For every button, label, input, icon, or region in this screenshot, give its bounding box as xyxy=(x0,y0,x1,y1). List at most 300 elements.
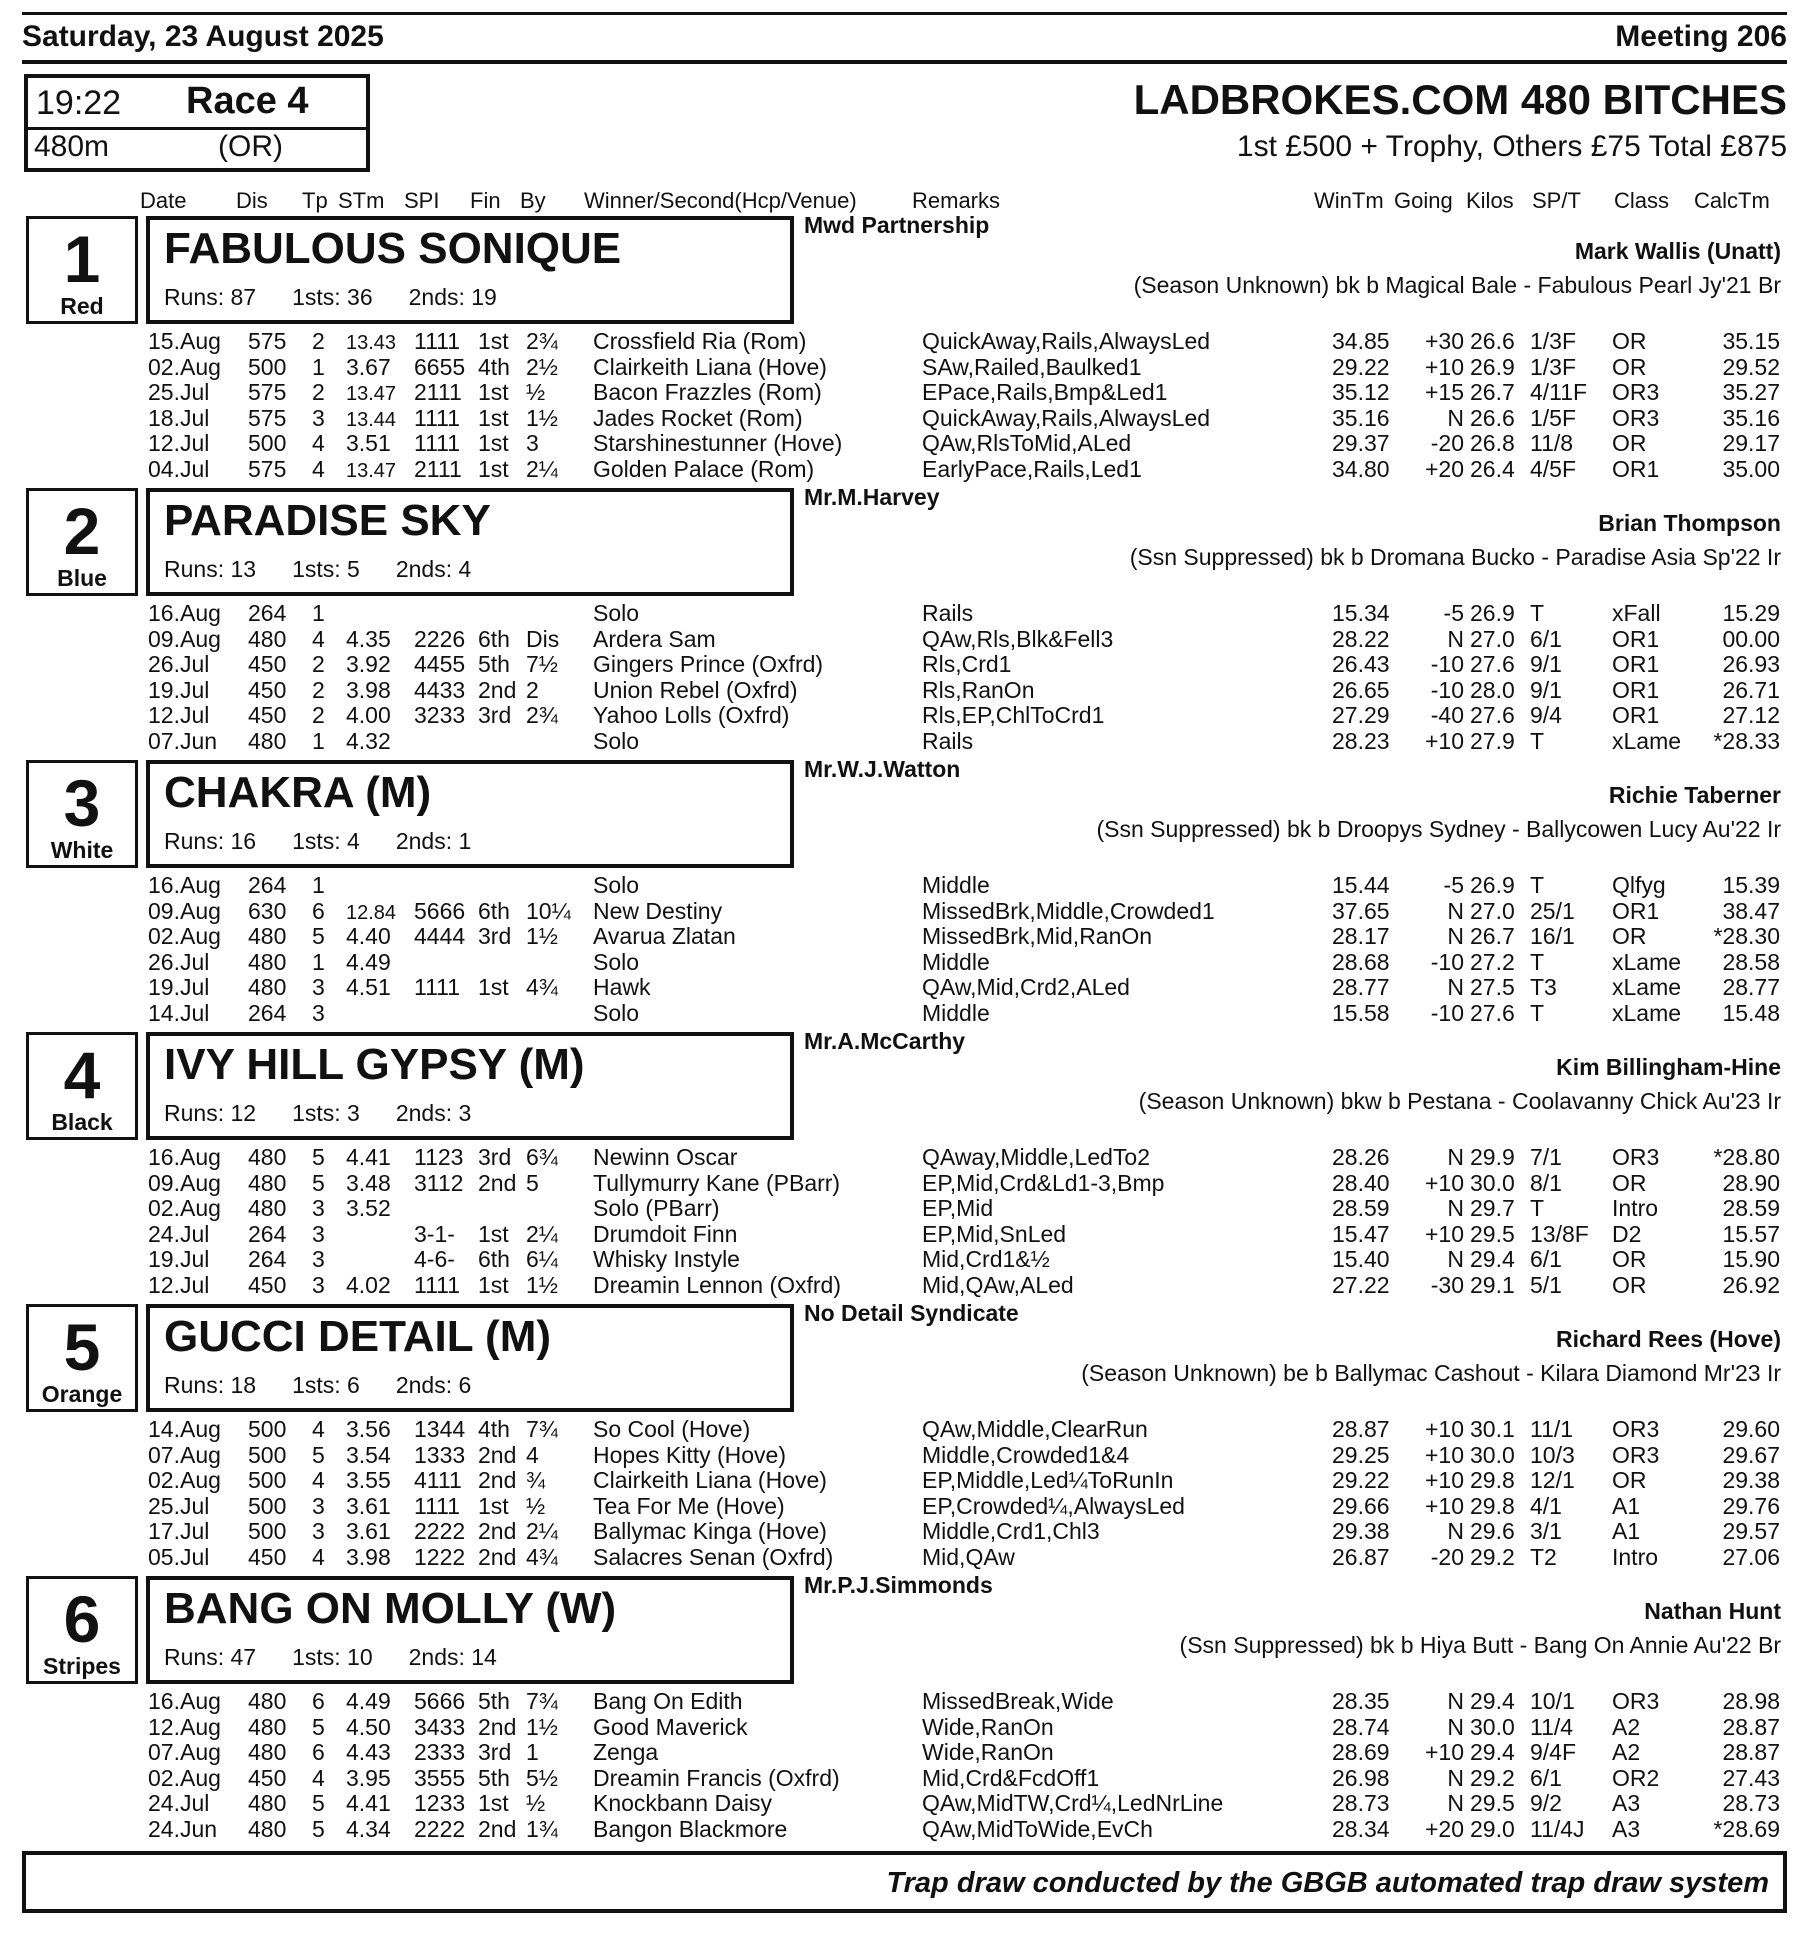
form-sectional-time: 3.48 xyxy=(346,1169,391,1196)
form-sectional-positions: 5666 xyxy=(414,1688,466,1714)
form-winner-second: Dreamin Lennon (Oxfrd) xyxy=(593,1272,841,1298)
form-starting-price: 6/1 xyxy=(1530,1246,1562,1273)
form-distance: 480 xyxy=(248,1816,287,1842)
form-date: 16.Aug xyxy=(148,600,221,626)
form-winner-second: So Cool (Hove) xyxy=(593,1416,751,1442)
form-sectional-positions: 4-6- xyxy=(414,1246,455,1273)
form-kilos: 29.4 xyxy=(1470,1246,1515,1273)
form-finish: 2nd xyxy=(478,1467,517,1494)
form-remarks: Rls,EP,ChlToCrd1 xyxy=(922,702,1105,729)
form-going: -5 xyxy=(1443,872,1464,898)
form-trap: 3 xyxy=(312,1492,325,1519)
form-distance: 264 xyxy=(248,1000,287,1026)
form-win-time: 26.43 xyxy=(1332,651,1390,678)
form-starting-price: 10/3 xyxy=(1530,1441,1575,1468)
form-distance: 450 xyxy=(248,1272,287,1298)
form-distance: 480 xyxy=(248,1713,287,1740)
form-going: -30 xyxy=(1430,1272,1464,1298)
dog-name: FABULOUS SONIQUE xyxy=(164,224,622,273)
form-starting-price: 9/4 xyxy=(1530,702,1562,729)
form-going: -20 xyxy=(1430,1544,1464,1570)
meeting-date: Saturday, 23 August 2025 xyxy=(22,20,384,53)
form-finish: 1st xyxy=(478,1790,509,1817)
col-tp: Tp xyxy=(302,188,328,213)
firsts-count: 1sts: 10 xyxy=(292,1644,373,1670)
form-distance: 500 xyxy=(248,1518,287,1545)
form-going: +10 xyxy=(1424,1467,1464,1494)
form-distance: 480 xyxy=(248,1144,287,1170)
form-sectional-time: 4.32 xyxy=(346,728,391,754)
form-remarks: EP,Middle,Led¼ToRunIn xyxy=(922,1467,1174,1494)
form-date: 19.Jul xyxy=(148,1246,210,1273)
form-remarks: QAw,Rls,Blk&Fell3 xyxy=(922,625,1114,652)
form-distance: 264 xyxy=(248,1220,287,1247)
form-kilos: 26.4 xyxy=(1470,456,1515,482)
form-finish: 1st xyxy=(478,974,509,1001)
form-trap: 2 xyxy=(312,328,325,354)
form-class: OR xyxy=(1612,923,1647,950)
form-distance: 264 xyxy=(248,872,287,898)
dog-stats xyxy=(164,1644,533,1671)
firsts-count: 1sts: 4 xyxy=(292,828,360,854)
form-distance-beaten: 10¼ xyxy=(526,897,571,924)
race-prize: 1st £500 + Trophy, Others £75 Total £875 xyxy=(1236,130,1787,163)
form-date: 12.Jul xyxy=(148,430,210,457)
form-win-time: 15.34 xyxy=(1332,600,1390,626)
form-sectional-positions: 3555 xyxy=(414,1764,466,1791)
trap-box xyxy=(26,1304,138,1412)
form-win-time: 15.44 xyxy=(1332,872,1390,898)
form-class: Intro xyxy=(1612,1544,1659,1570)
form-date: 02.Aug xyxy=(148,1467,221,1494)
form-remarks: Middle,Crowded1&4 xyxy=(922,1441,1130,1468)
form-kilos: 30.0 xyxy=(1470,1169,1515,1196)
form-kilos: 26.6 xyxy=(1470,328,1515,354)
form-trap: 5 xyxy=(312,1713,325,1740)
seconds-count: 2nds: 14 xyxy=(408,1644,497,1670)
form-date: 26.Jul xyxy=(148,651,210,678)
form-distance: 480 xyxy=(248,974,287,1001)
form-winner-second: Whisky Instyle xyxy=(593,1246,740,1273)
form-distance-beaten: 2¼ xyxy=(526,1220,558,1247)
dog-name: CHAKRA (M) xyxy=(164,768,432,817)
form-calc-time: 15.39 xyxy=(1722,872,1780,898)
form-calc-time: 15.90 xyxy=(1722,1246,1780,1273)
form-winner-second: Gingers Prince (Oxfrd) xyxy=(593,651,824,678)
runner-block xyxy=(0,1572,1811,1844)
form-date: 24.Jun xyxy=(148,1816,218,1842)
form-trap: 4 xyxy=(312,1544,325,1570)
form-date: 12.Jul xyxy=(148,702,210,729)
form-starting-price: 7/1 xyxy=(1530,1144,1562,1170)
form-starting-price: 11/4J xyxy=(1530,1816,1585,1842)
form-sectional-time: 3.67 xyxy=(346,353,391,380)
form-finish: 2nd xyxy=(478,1441,517,1468)
form-remarks: EPace,Rails,Bmp&Led1 xyxy=(922,379,1168,406)
trap-box xyxy=(26,488,138,596)
form-calc-time: 35.15 xyxy=(1722,328,1780,354)
form-date: 16.Aug xyxy=(148,1688,221,1714)
form-going: +30 xyxy=(1424,328,1464,354)
form-winner-second: Solo xyxy=(593,872,640,898)
form-win-time: 28.77 xyxy=(1332,974,1390,1001)
form-trap: 3 xyxy=(312,1000,325,1026)
race-title: LADBROKES.COM 480 BITCHES xyxy=(1133,76,1787,123)
trap-colour: White xyxy=(50,837,114,863)
form-calc-time: 28.98 xyxy=(1722,1688,1780,1714)
form-remarks: Mid,QAw,ALed xyxy=(922,1272,1074,1298)
form-distance-beaten: 2½ xyxy=(526,353,558,380)
form-sectional-positions: 4455 xyxy=(414,651,466,678)
form-winner-second: Clairkeith Liana (Hove) xyxy=(593,353,827,380)
form-finish: 2nd xyxy=(478,1518,517,1545)
form-distance: 450 xyxy=(248,676,287,703)
form-date: 12.Jul xyxy=(148,1272,210,1298)
form-kilos: 26.9 xyxy=(1470,872,1515,898)
form-finish: 3rd xyxy=(478,1144,512,1170)
form-date: 25.Jul xyxy=(148,379,210,406)
form-finish: 4th xyxy=(478,353,510,380)
form-remarks: QAway,Middle,LedTo2 xyxy=(922,1144,1151,1170)
form-distance-beaten: 2¾ xyxy=(526,702,558,729)
form-kilos: 27.0 xyxy=(1470,897,1515,924)
form-kilos: 27.9 xyxy=(1470,728,1515,754)
dog-name: PARADISE SKY xyxy=(164,496,491,545)
col-kilos: Kilos xyxy=(1466,188,1514,213)
form-kilos: 29.8 xyxy=(1470,1467,1515,1494)
form-finish: 6th xyxy=(478,625,510,652)
form-finish: 3rd xyxy=(478,1739,512,1766)
form-starting-price: 4/11F xyxy=(1530,379,1588,406)
form-sectional-time: 12.84 xyxy=(346,901,397,924)
form-sectional-positions: 3-1- xyxy=(414,1220,455,1247)
trainer: Kim Billingham-Hine xyxy=(1556,1054,1781,1080)
form-winner-second: Yahoo Lolls (Oxfrd) xyxy=(593,702,790,729)
owner: Mr.M.Harvey xyxy=(804,484,940,510)
form-date: 14.Aug xyxy=(148,1416,221,1442)
form-distance: 264 xyxy=(248,600,287,626)
form-date: 12.Aug xyxy=(148,1713,221,1740)
form-distance-beaten: 7¾ xyxy=(526,1688,558,1714)
form-kilos: 29.9 xyxy=(1470,1144,1515,1170)
trap-colour: Stripes xyxy=(43,1653,121,1679)
runs-count: Runs: 12 xyxy=(164,1100,257,1126)
form-calc-time: 15.29 xyxy=(1722,600,1780,626)
form-date: 09.Aug xyxy=(148,897,221,924)
form-win-time: 28.59 xyxy=(1332,1195,1390,1222)
form-class: OR1 xyxy=(1612,702,1660,729)
form-starting-price: 10/1 xyxy=(1530,1688,1575,1714)
form-kilos: 29.4 xyxy=(1470,1739,1515,1766)
form-win-time: 28.17 xyxy=(1332,923,1390,950)
seconds-count: 2nds: 19 xyxy=(408,284,497,310)
form-finish: 1st xyxy=(478,328,509,354)
form-win-time: 29.66 xyxy=(1332,1492,1390,1519)
form-going: -10 xyxy=(1430,948,1464,975)
trap-number: 4 xyxy=(63,1038,101,1112)
col-wintm: WinTm xyxy=(1314,188,1384,213)
form-trap: 4 xyxy=(312,430,325,457)
form-finish: 5th xyxy=(478,1764,510,1791)
form-class: Qlfyg xyxy=(1612,872,1666,898)
form-distance: 480 xyxy=(248,625,287,652)
form-class: OR xyxy=(1612,1272,1647,1298)
form-sectional-positions: 6655 xyxy=(414,353,466,380)
form-winner-second: Solo xyxy=(593,948,640,975)
col-remarks: Remarks xyxy=(912,188,1001,213)
form-finish: 5th xyxy=(478,1688,510,1714)
form-sectional-time: 3.61 xyxy=(346,1518,391,1545)
form-calc-time: 29.38 xyxy=(1722,1467,1780,1494)
form-sectional-time: 13.44 xyxy=(346,408,397,431)
form-calc-time: 00.00 xyxy=(1722,625,1780,652)
form-class: OR xyxy=(1612,430,1647,457)
form-going: N xyxy=(1447,923,1464,950)
form-going: +10 xyxy=(1424,1492,1464,1519)
owner: No Detail Syndicate xyxy=(804,1300,1019,1326)
form-remarks: Mid,Crd&FcdOff1 xyxy=(922,1764,1100,1791)
col-by: By xyxy=(520,188,546,213)
form-date: 02.Aug xyxy=(148,1764,221,1791)
form-sectional-positions: 1111 xyxy=(414,430,461,457)
form-date: 02.Aug xyxy=(148,923,221,950)
form-finish: 1st xyxy=(478,404,509,431)
form-date: 24.Jul xyxy=(148,1790,210,1817)
form-sectional-positions: 3433 xyxy=(414,1713,466,1740)
form-class: OR3 xyxy=(1612,1416,1660,1442)
form-class: OR3 xyxy=(1612,404,1660,431)
form-calc-time: 29.60 xyxy=(1722,1416,1780,1442)
race-info-box xyxy=(24,74,370,172)
runs-count: Runs: 16 xyxy=(164,828,257,854)
runner-block xyxy=(0,1028,1811,1300)
form-distance: 500 xyxy=(248,1492,287,1519)
form-calc-time: *28.69 xyxy=(1713,1816,1780,1842)
form-calc-time: 29.17 xyxy=(1722,430,1780,457)
form-going: -10 xyxy=(1430,651,1464,678)
form-going: -40 xyxy=(1430,702,1464,729)
form-going: N xyxy=(1447,404,1464,431)
form-calc-time: 28.59 xyxy=(1722,1195,1780,1222)
form-calc-time: *28.33 xyxy=(1713,728,1780,754)
trainer: Richie Taberner xyxy=(1608,782,1781,808)
seconds-count: 2nds: 6 xyxy=(395,1372,472,1398)
form-sectional-positions: 2111 xyxy=(414,379,462,406)
form-starting-price: 11/1 xyxy=(1530,1416,1574,1442)
form-distance: 480 xyxy=(248,1169,287,1196)
form-distance-beaten: 7¾ xyxy=(526,1416,558,1442)
form-date: 02.Aug xyxy=(148,353,221,380)
form-distance: 575 xyxy=(248,379,287,406)
form-trap: 3 xyxy=(312,1195,325,1222)
breeding: (Ssn Suppressed) bk b Droopys Sydney - Ballycowen Lucy Au'22 Ir xyxy=(1096,816,1781,842)
form-date: 16.Aug xyxy=(148,1144,221,1170)
trainer: Nathan Hunt xyxy=(1644,1598,1781,1624)
form-distance-beaten: 6¼ xyxy=(526,1246,558,1273)
form-sectional-time: 4.49 xyxy=(346,948,391,975)
form-sectional-positions: 2226 xyxy=(414,625,466,652)
form-trap: 4 xyxy=(312,1467,325,1494)
form-distance-beaten: Dis xyxy=(526,625,560,652)
form-kilos: 29.4 xyxy=(1470,1688,1515,1714)
form-starting-price: 8/1 xyxy=(1530,1169,1562,1196)
form-remarks: QuickAway,Rails,AlwaysLed xyxy=(922,404,1211,431)
trap-box xyxy=(26,760,138,868)
form-starting-price: 9/2 xyxy=(1530,1790,1562,1817)
form-win-time: 29.37 xyxy=(1332,430,1390,457)
form-winner-second: Clairkeith Liana (Hove) xyxy=(593,1467,827,1494)
form-trap: 5 xyxy=(312,1169,325,1196)
runs-count: Runs: 47 xyxy=(164,1644,257,1670)
form-starting-price: T2 xyxy=(1530,1544,1557,1570)
form-sectional-positions: 2222 xyxy=(414,1816,466,1842)
form-kilos: 29.5 xyxy=(1470,1220,1515,1247)
form-class: xLame xyxy=(1612,728,1682,754)
form-finish: 1st xyxy=(478,1220,509,1247)
form-winner-second: Hopes Kitty (Hove) xyxy=(593,1441,787,1468)
form-winner-second: New Destiny xyxy=(593,897,723,924)
form-class: xLame xyxy=(1612,948,1682,975)
form-remarks: QAw,Mid,Crd2,ALed xyxy=(922,974,1130,1001)
trainer: Brian Thompson xyxy=(1598,510,1781,536)
form-calc-time: 27.43 xyxy=(1722,1764,1780,1791)
form-sectional-positions: 1111 xyxy=(414,1272,461,1298)
form-class: OR xyxy=(1612,353,1647,380)
form-win-time: 28.68 xyxy=(1332,948,1390,975)
form-distance-beaten: 1¾ xyxy=(526,1816,558,1842)
form-trap: 3 xyxy=(312,1518,325,1545)
trap-box xyxy=(26,1032,138,1140)
form-distance-beaten: 3 xyxy=(526,430,539,457)
form-trap: 4 xyxy=(312,1764,325,1791)
owner: Mr.W.J.Watton xyxy=(804,756,961,782)
form-class: xLame xyxy=(1612,974,1682,1001)
runner-block xyxy=(0,756,1811,1028)
form-remarks: Middle xyxy=(922,872,990,898)
form-sectional-positions: 1344 xyxy=(414,1416,466,1442)
form-finish: 1st xyxy=(478,430,509,457)
form-kilos: 27.0 xyxy=(1470,625,1515,652)
form-remarks: QAw,RlsToMid,ALed xyxy=(922,430,1132,457)
form-calc-time: 29.76 xyxy=(1722,1492,1780,1519)
dog-stats xyxy=(164,556,507,583)
trap-number: 3 xyxy=(63,766,101,840)
form-going: N xyxy=(1447,1518,1464,1545)
form-winner-second: Tullymurry Kane (PBarr) xyxy=(593,1169,841,1196)
form-winner-second: Ballymac Kinga (Hove) xyxy=(593,1518,827,1545)
form-kilos: 26.8 xyxy=(1470,430,1515,457)
form-sectional-time: 4.51 xyxy=(346,974,391,1001)
form-win-time: 28.35 xyxy=(1332,1688,1390,1714)
form-calc-time: 15.48 xyxy=(1722,1000,1780,1026)
form-distance: 500 xyxy=(248,1416,287,1442)
form-distance-beaten: 1½ xyxy=(526,923,558,950)
form-distance-beaten: 4 xyxy=(526,1441,539,1468)
form-trap: 6 xyxy=(312,897,325,924)
form-trap: 2 xyxy=(312,379,325,406)
form-going: N xyxy=(1447,1688,1464,1714)
form-going: N xyxy=(1447,625,1464,652)
form-going: -20 xyxy=(1430,430,1464,457)
form-distance: 480 xyxy=(248,1739,287,1766)
form-sectional-positions: 1233 xyxy=(414,1790,466,1817)
form-winner-second: Avarua Zlatan xyxy=(593,923,736,950)
form-starting-price: 6/1 xyxy=(1530,625,1562,652)
col-spt: SP/T xyxy=(1532,188,1581,213)
form-winner-second: Salacres Senan (Oxfrd) xyxy=(593,1544,834,1570)
form-sectional-positions: 1333 xyxy=(414,1441,466,1468)
form-date: 25.Jul xyxy=(148,1492,210,1519)
form-win-time: 28.87 xyxy=(1332,1416,1390,1442)
form-win-time: 28.26 xyxy=(1332,1144,1390,1170)
form-sectional-time: 3.98 xyxy=(346,1544,391,1570)
form-class: OR xyxy=(1612,1169,1647,1196)
form-starting-price: 4/5F xyxy=(1530,456,1577,482)
form-finish: 3rd xyxy=(478,702,512,729)
form-starting-price: T xyxy=(1530,600,1545,626)
form-sectional-time: 3.51 xyxy=(346,430,391,457)
form-kilos: 27.6 xyxy=(1470,1000,1515,1026)
form-sectional-time: 4.40 xyxy=(346,923,391,950)
form-calc-time: 26.92 xyxy=(1722,1272,1780,1298)
form-remarks: Middle,Crd1,Chl3 xyxy=(922,1518,1100,1545)
form-winner-second: Drumdoit Finn xyxy=(593,1220,738,1247)
form-calc-time: 29.52 xyxy=(1722,353,1780,380)
form-class: OR1 xyxy=(1612,897,1660,924)
form-sectional-time: 4.49 xyxy=(346,1688,391,1714)
form-winner-second: Bacon Frazzles (Rom) xyxy=(593,379,822,406)
form-calc-time: 15.57 xyxy=(1722,1220,1780,1247)
form-starting-price: 5/1 xyxy=(1530,1272,1562,1298)
form-kilos: 27.6 xyxy=(1470,702,1515,729)
form-starting-price: 3/1 xyxy=(1530,1518,1562,1545)
form-calc-time: 35.16 xyxy=(1722,404,1780,431)
form-distance: 575 xyxy=(248,404,287,431)
form-finish: 2nd xyxy=(478,1816,517,1842)
form-calc-time: 26.71 xyxy=(1722,676,1780,703)
form-date: 15.Aug xyxy=(148,328,221,354)
form-distance-beaten: ½ xyxy=(526,379,546,406)
form-sectional-time: 3.95 xyxy=(346,1764,391,1791)
dog-name: BANG ON MOLLY (W) xyxy=(164,1584,617,1633)
form-win-time: 15.58 xyxy=(1332,1000,1390,1026)
form-winner-second: Solo xyxy=(593,600,640,626)
form-kilos: 29.2 xyxy=(1470,1544,1515,1570)
form-class: A1 xyxy=(1612,1518,1641,1545)
form-date: 07.Aug xyxy=(148,1441,221,1468)
form-date: 07.Aug xyxy=(148,1739,221,1766)
form-calc-time: 35.27 xyxy=(1722,379,1780,406)
form-distance-beaten: 2 xyxy=(526,676,539,703)
form-remarks: EP,Crowded¼,AlwaysLed xyxy=(922,1492,1185,1519)
form-calc-time: 27.12 xyxy=(1722,702,1780,729)
form-starting-price: T xyxy=(1530,1000,1545,1026)
form-going: N xyxy=(1447,1713,1464,1740)
form-sectional-positions: 1222 xyxy=(414,1544,466,1570)
form-trap: 5 xyxy=(312,1790,325,1817)
form-finish: 2nd xyxy=(478,1713,517,1740)
form-date: 24.Jul xyxy=(148,1220,210,1247)
form-class: xFall xyxy=(1612,600,1661,626)
form-trap: 3 xyxy=(312,1220,325,1247)
form-winner-second: Hawk xyxy=(593,974,651,1001)
form-finish: 2nd xyxy=(478,676,517,703)
form-starting-price: 9/1 xyxy=(1530,651,1562,678)
footer-box xyxy=(22,1851,1787,1913)
form-sectional-time: 4.41 xyxy=(346,1144,391,1170)
form-kilos: 29.2 xyxy=(1470,1764,1515,1791)
col-stm: STm xyxy=(338,188,385,213)
